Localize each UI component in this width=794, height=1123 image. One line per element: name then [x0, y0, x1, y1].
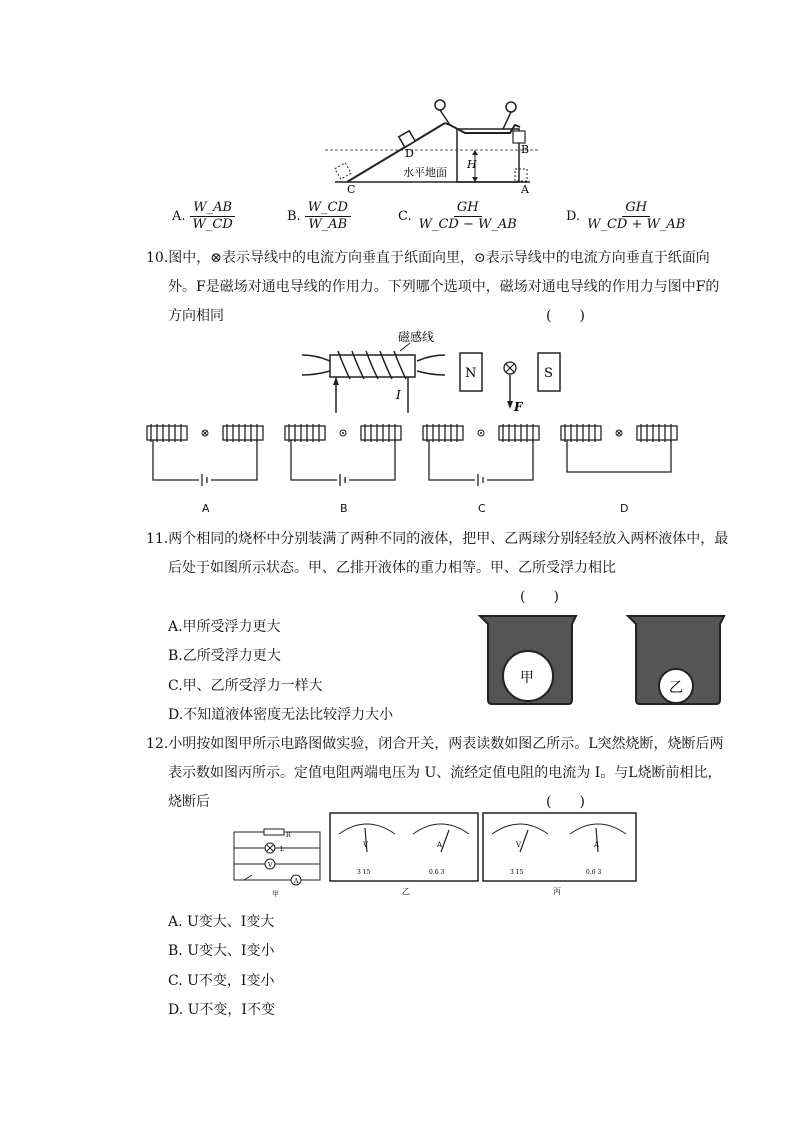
q9-option-d-letter: D.	[566, 209, 581, 224]
q12-yi-a-label: A	[437, 841, 443, 849]
q9-option-b-letter: B.	[287, 209, 301, 224]
q10-main-figure	[300, 325, 600, 415]
q11-option-d[interactable]: D.不知道液体密度无法比较浮力大小	[168, 707, 394, 723]
q12-meters-bing	[482, 812, 637, 882]
q10-answer-paren: ( )	[546, 308, 585, 324]
q12-bing-a-label: A	[594, 841, 600, 849]
q10-label-current: I	[396, 388, 401, 402]
q9-label-a: A	[521, 183, 529, 195]
q11-option-c[interactable]: C.甲、乙所受浮力一样大	[168, 678, 323, 694]
q11-option-b[interactable]: B.乙所受浮力更大	[168, 648, 281, 664]
q10-text-line2: 外。F是磁场对通电导线的作用力。下列哪个选项中，磁场对通电导线的作用力与图中F的	[168, 279, 720, 295]
q12-bing-v-range: 3 15	[510, 869, 524, 876]
q12-circuit-l: L	[280, 846, 284, 853]
q12-circuit-a: A	[294, 878, 299, 885]
q10-text-line1: 10.图中，⊗表示导线中的电流方向垂直于纸面向里，⊙表示导线中的电流方向垂直于纸面向	[146, 250, 710, 266]
q12-option-b[interactable]: B. U变大、I变小	[168, 943, 275, 959]
q9-option-c[interactable]	[398, 200, 520, 233]
q12-meters-yi	[329, 812, 479, 882]
q10-label-s: S	[544, 366, 553, 381]
q12-circuit-figure	[230, 826, 325, 901]
q12-yi-v-range: 3 15	[357, 869, 371, 876]
q12-text-line2: 表示数如图丙所示。定值电阻两端电压为 U、流经定值电阻的电流为 I。与L烧断前相比，	[168, 765, 722, 781]
q12-caption-bing: 丙	[553, 887, 561, 896]
q9-label-h: H	[467, 158, 477, 171]
q12-text-line3: 烧断后	[168, 794, 210, 810]
q9-option-a-fraction: $\frac{W\_AB}{W\_CD}$	[190, 200, 236, 233]
q12-caption-jia: 甲	[272, 890, 279, 898]
q9-figure	[325, 95, 545, 195]
q11-beakers-figure	[476, 612, 736, 708]
q12-option-d[interactable]: D. U不变，I不变	[168, 1002, 275, 1018]
q9-label-b: B	[521, 143, 530, 156]
q10-option-b-label[interactable]: B	[340, 502, 348, 515]
q12-option-c[interactable]: C. U不变，I变小	[168, 973, 275, 989]
q9-option-b-fraction: $\frac{W\_CD}{W\_AB}$	[305, 200, 351, 233]
q10-option-c-label[interactable]: C	[478, 502, 486, 515]
q12-yi-a-range: 0.6 3	[429, 869, 445, 876]
q10-label-f: F	[514, 400, 523, 414]
q10-label-n: N	[465, 366, 477, 381]
q9-label-c: C	[347, 183, 356, 195]
q12-yi-v-label: V	[363, 841, 369, 849]
q12-circuit-r: R	[286, 832, 291, 839]
q9-option-d-fraction: $\frac{GH}{W\_CD + W\_AB}$	[587, 200, 686, 232]
q12-bing-v-label: V	[516, 841, 522, 849]
q11-answer-paren: ( )	[520, 589, 559, 605]
q12-bing-a-range: 0.6 3	[586, 869, 602, 876]
q11-text-line1: 11.两个相同的烧杯中分别装满了两种不同的液体，把甲、乙两球分别轻轻放入两杯液体中，最	[146, 531, 729, 547]
q11-text-line2: 后处于如图所示状态。甲、乙排开液体的重力相等。甲、乙所受浮力相比	[168, 560, 616, 576]
q10-option-figures	[145, 418, 685, 493]
q9-option-a[interactable]	[172, 200, 236, 233]
q9-option-d[interactable]	[566, 200, 688, 233]
q12-circuit-v: V	[268, 862, 273, 869]
q12-option-a[interactable]: A. U变大、I变大	[168, 914, 275, 930]
q10-option-a-label[interactable]: A	[202, 502, 210, 515]
q10-text-line3: 方向相同	[168, 308, 224, 324]
q10-label-field-lines: 磁感线	[398, 330, 435, 344]
q10-option-d-label[interactable]: D	[620, 502, 629, 515]
q9-label-ground: 水平地面	[403, 166, 447, 179]
q9-option-a-letter: A.	[172, 209, 186, 224]
q9-option-c-letter: C.	[398, 209, 412, 224]
q12-caption-yi: 乙	[402, 887, 410, 896]
q11-option-a[interactable]: A.甲所受浮力更大	[168, 619, 281, 635]
q9-label-d: D	[405, 147, 414, 160]
q9-option-c-fraction: $\frac{GH}{W\_CD - W\_AB}$	[418, 200, 517, 232]
q12-text-line1: 12.小明按如图甲所示电路图做实验，闭合开关，两表读数如图乙所示。L突然烧断，烧断后两	[146, 736, 724, 752]
q11-ball-yi: 乙	[669, 680, 683, 696]
q12-answer-paren: ( )	[546, 794, 585, 810]
q9-option-b[interactable]	[287, 200, 351, 233]
q11-ball-jia: 甲	[520, 670, 534, 686]
